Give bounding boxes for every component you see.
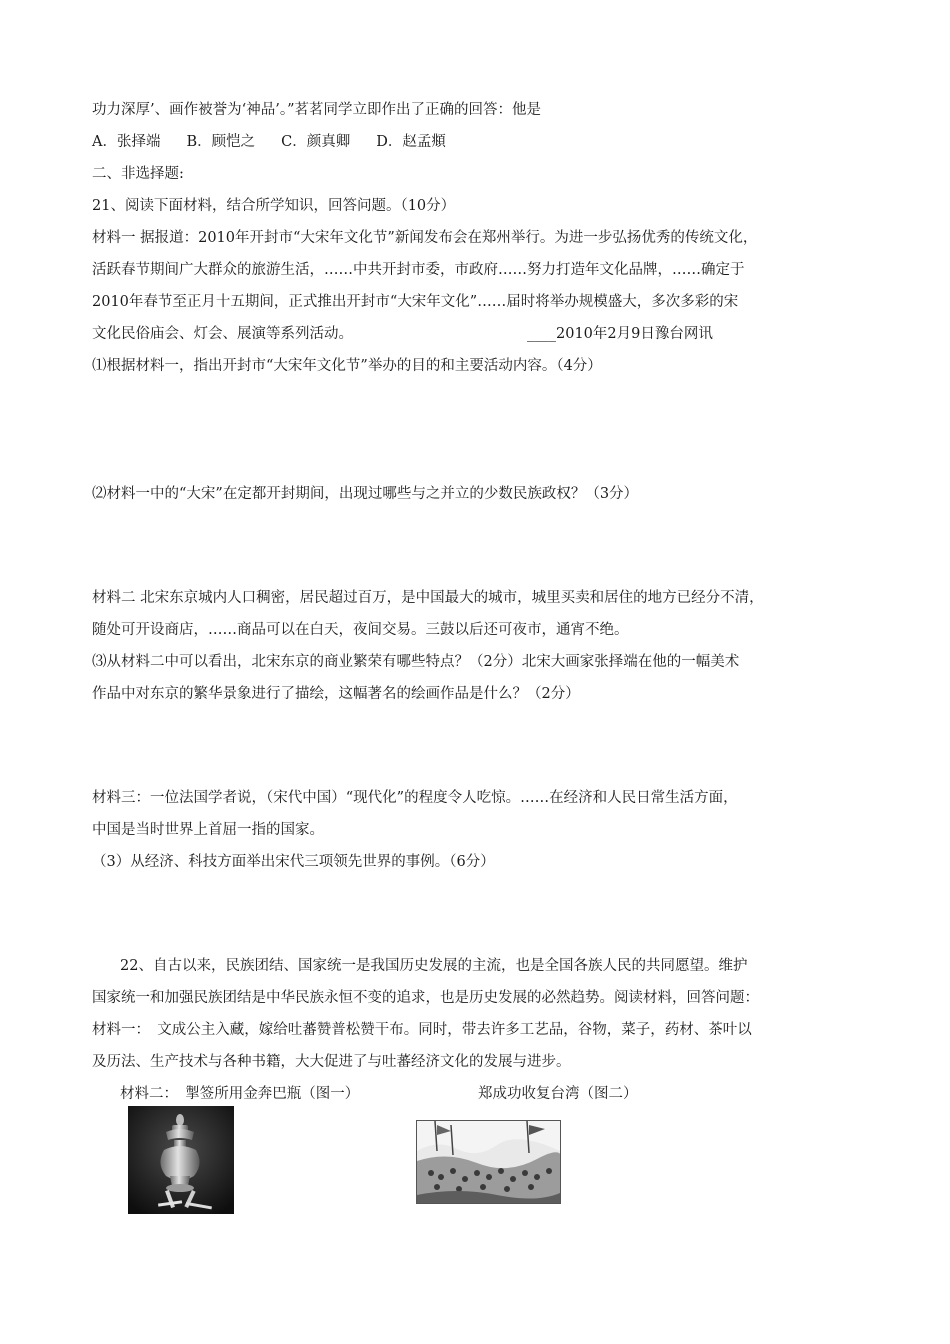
figure-1-caption: 材料二： 掣签所用金奔巴瓶（图一） — [120, 1086, 360, 1102]
sub-question-4: （3）从经济、科技方面举出宋代三项领先世界的事例。（6分） — [92, 854, 495, 870]
material-2-line: 材料二 北宋东京城内人口稠密，居民超过百万，是中国最大的城市，城里买卖和居住的地方已经分不清， — [92, 590, 764, 606]
question-22-line: 及历法、生产技术与各种书籍，大大促进了与吐蕃经济文化的发展与进步。 — [92, 1054, 571, 1070]
material-1-text: 文化民俗庙会、灯会、展演等系列活动。 — [92, 326, 353, 342]
sub-question-1: ⑴根据材料一，指出开封市“大宋年文化节”举办的目的和主要活动内容。（4分） — [92, 358, 602, 374]
option-d: D．赵孟頫 — [376, 134, 446, 150]
sub-question-2: ⑵材料一中的“大宋”在定都开封期间，出现过哪些与之并立的少数民族政权？（3分） — [92, 486, 639, 502]
sub-question-3: ⑶从材料二中可以看出，北宋东京的商业繁荣有哪些特点？（2分）北宋大画家张择端在他的一幅美术 — [92, 654, 740, 670]
material-1-line — [92, 324, 353, 344]
zheng-chenggong-taiwan-image — [416, 1120, 561, 1204]
option-b: B．顾恺之 — [186, 134, 256, 150]
option-c: C．颜真卿 — [281, 134, 351, 150]
material-1-line: 活跃春节期间广大群众的旅游生活，……中共开封市委，市政府……努力打造年文化品牌，……确定于 — [92, 262, 745, 278]
question-22-line: 国家统一和加强民族团结是中华民族永恒不变的追求，也是历史发展的必然趋势。阅读材料，回答问题： — [92, 990, 759, 1006]
option-a: A．张择端 — [92, 134, 161, 150]
question-22-line: 22、自古以来，民族团结、国家统一是我国历史发展的主流，也是全国各族人民的共同愿望。维护 — [120, 958, 748, 974]
sub-question-3: 作品中对东京的繁华景象进行了描绘，这幅著名的绘画作品是什么？（2分） — [92, 686, 580, 702]
question-21-title: 21、阅读下面材料，结合所学知识，回答问题。（10分） — [92, 198, 456, 214]
material-3-line: 材料三：一位法国学者说，（宋代中国）“现代化”的程度令人吃惊。……在经济和人民日常生活方面， — [92, 790, 738, 806]
question-stem-line: 功力深厚’、画作被誉为‘神品’。”茗茗同学立即作出了正确的回答：他是 — [92, 102, 541, 118]
question-22-line: 材料一： 文成公主入藏，嫁给吐蕃赞普松赞干布。同时，带去许多工艺品，谷物，菜子，药材、茶叶以 — [92, 1022, 752, 1038]
answer-options — [92, 132, 446, 152]
golden-urn-image — [128, 1106, 234, 1214]
material-1-line: 2010年春节至正月十五期间，正式推出开封市“大宋年文化”……届时将举办规模盛大，多次多彩的宋 — [92, 294, 739, 310]
material-1-source: ____2010年2月9日豫台网讯 — [527, 326, 713, 342]
section-heading: 二、非选择题: — [92, 166, 184, 182]
material-3-line: 中国是当时世界上首屈一指的国家。 — [92, 822, 324, 838]
material-2-line: 随处可开设商店，……商品可以在白天，夜间交易。三鼓以后还可夜市，通宵不绝。 — [92, 622, 629, 638]
material-1-line: 材料一 据报道：2010年开封市“大宋年文化节”新闻发布会在郑州举行。为进一步弘扬优秀的传统文化， — [92, 230, 758, 246]
figure-2-caption: 郑成功收复台湾（图二） — [478, 1086, 638, 1102]
